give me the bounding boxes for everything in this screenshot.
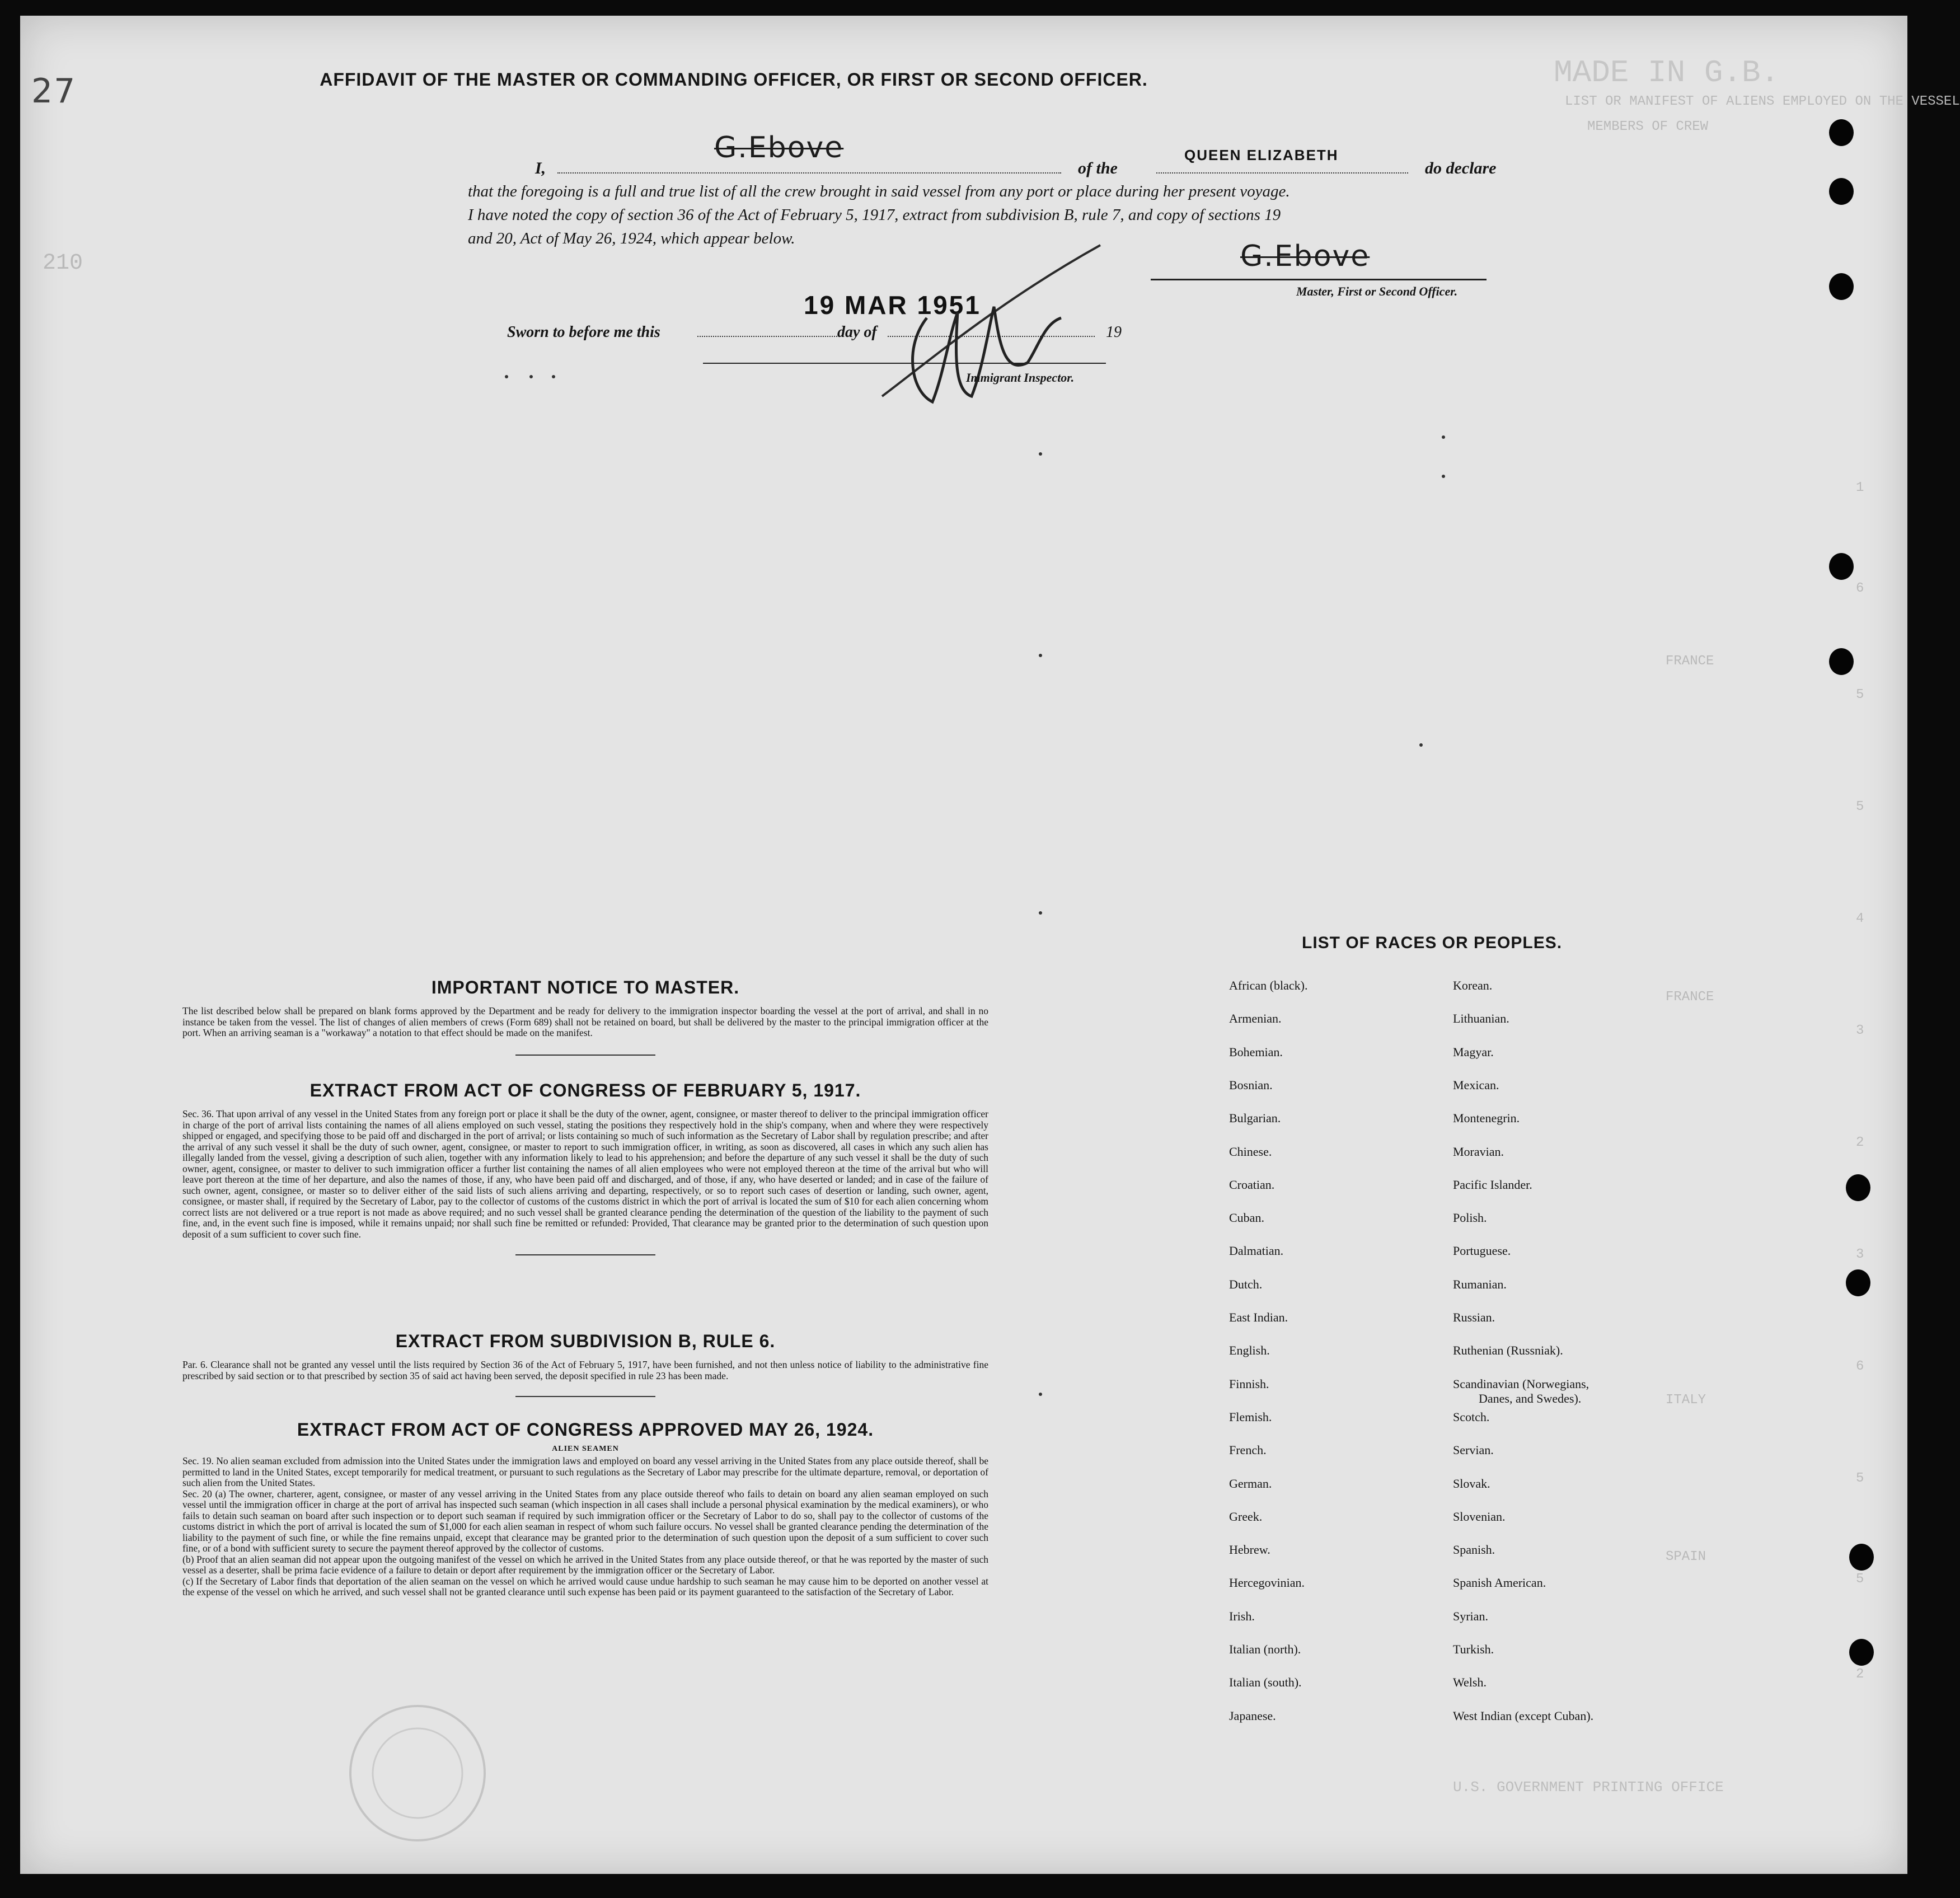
act-1924-sec20a: Sec. 20 (a) The owner, charterer, agent, consignee, or master of any vessel arriving in the United States from any place outside thereof who fails to detain on board any alien seaman employed on such vessel until the immigration officer in charge at the port of arrival has inspected such seaman (which inspection in all cases shall include a personal physical examination by the medical examiners), or who fails to detain such seaman on board after such inspection or to deport such seaman if required by such immigration officer or the Secretary of Labor to do so, shall pay to the collector of customs of the customs district in which the port of arrival is located the sum of $1,000 for each alien seaman in respect of whom such failure occurs. No vessel shall be granted clearance pending the determination of the liability to the payment of such fine, or while the fine remains unpaid, except that clearance may be granted prior to the determination of such question upon the deposit of a sum sufficient to cover such fine, or of a bond with sufficient surety to secure the payment thereof approved by the collector of customs. [182,1488,988,1554]
race-item: Servian. [1453,1443,1494,1458]
affidavit-statement-line1: that the foregoing is a full and true list of all the crew brought in said vessel from any port or place during her present voyage. [468,182,1290,200]
faint-postmark [334,1695,501,1840]
race-item: Italian (north). [1229,1642,1301,1656]
race-item: Moravian. [1453,1144,1504,1159]
inspector-signature-line [703,363,1106,364]
affidavit-statement-line2: I have noted the copy of section 36 of the Act of February 5, 1917, extract from subdivision B, rule 7, and copy of sections 19 [468,206,1281,224]
notice-section [182,977,988,1056]
act-1924-section [182,1419,988,1598]
subdivision-b-section [182,1331,988,1397]
section-divider [515,1396,655,1397]
stray-mark [1442,475,1445,478]
affidavit-do-declare: do declare [1425,159,1497,177]
race-item: Bosnian. [1229,1077,1273,1092]
vessel-name [1184,147,1339,164]
race-item: French. [1229,1443,1267,1458]
punch-hole [1849,1544,1874,1571]
race-item: Dutch. [1229,1277,1263,1291]
sworn-day-of: day of [837,324,877,341]
act-1917-title: EXTRACT FROM ACT OF CONGRESS OF FEBRUARY 5, 1917. [310,1080,861,1100]
affidavit-statement-line3: and 20, Act of May 26, 1924, which appear below. [468,229,795,247]
race-item: Bohemian. [1229,1044,1283,1059]
races-title: LIST OF RACES OR PEOPLES. [1302,934,1563,952]
subdivision-b-text: Par. 6. Clearance shall not be granted any vessel until the lists required by Section 36 of the Act of February 5, 1917, have been furnished, and not then unless notice of liability to the administrative fine prescribed by said section or to that prescribed by section 35 of said act having been served, the deposit specified in rule 23 has been made. [182,1359,988,1381]
stray-mark [552,375,555,378]
race-item: Flemish. [1229,1409,1272,1424]
stray-mark [1419,743,1423,747]
stray-mark [1442,435,1445,439]
act-1917-text: Sec. 36. That upon arrival of any vessel in the United States from any foreign port or place it shall be the duty of the owner, agent, consignee, or master thereof to deliver to the principal immigration officer in charge of the port of arrival lists containing the names of all aliens employed on such vessel, stating the positions they respectively hold in the ship's company, when and where they were respectively shipped or engaged, and specifying those to be paid off and discharged in the port of arrival; or lists containing so much of such information as the Secretary of Labor shall by regulation prescribe; and after the arrival of any such vessel it shall be the duty of such owner, agent, consignee, or master to report to such immigration officer, in writing, as soon as discovered, all cases in which any such alien has illegally landed from the vessel, giving a description of such alien, together with any information likely to lead to his apprehension; and before the departure of any such vessel it shall be the duty of such owner, agent, consignee, or master to deliver to such immigration officer a further list containing the names of all alien employees who were not employed thereon at the time of the arrival but who will leave port thereon at the time of her departure, and also the names of those, if any, who have been paid off and discharged, and of those, if any, who have deserted or landed; and in case of the failure of such owner, agent, consignee, or master so to deliver either of the said lists of such aliens arriving and departing, respectively, or so to report such cases of desertion or landing, such owner, agent, consignee, or master shall, if required by the Secretary of Labor, pay to the collector of customs of the customs district in which the port of arrival is located the sum of $10 for each alien concerning whom correct lists are not delivered or a true report is not made as above required; and no such vessel shall be granted clearance pending the determination of the question of the liability to the payment of such fine, and, in the event such fine is imposed, while it remains unpaid; nor shall such fine be remitted or refunded: Provided, That clearance may be granted prior to the determination of such question upon deposit of a sum sufficient to cover such fine. [182,1108,988,1240]
stray-mark [1039,452,1042,456]
section-divider [515,1055,655,1056]
race-item: Italian (south). [1229,1675,1302,1690]
punch-hole [1829,553,1854,580]
race-item: Scotch. [1453,1409,1490,1424]
race-item: Polish. [1453,1211,1487,1225]
notice-text: The list described below shall be prepared on blank forms approved by the Department and be ready for delivery to the immigration inspector boarding the vessel at the port of arrival, and shall in no instance be taken from the vessel. The list of changes of alien members of crews (Form 689) shall not be retained on board, but shall be delivered by the master to the principal immigration officer at the port. When an arriving seaman is a "workaway" a notation to that effect should be made on the manifest. [182,1005,988,1038]
race-item: Rumanian. [1453,1277,1507,1291]
affidavit-title: AFFIDAVIT OF THE MASTER OR COMMANDING OFFICER, OR FIRST OR SECOND OFFICER. [320,69,1148,90]
race-item: Japanese. [1229,1708,1276,1723]
race-item: Bulgarian. [1229,1111,1281,1126]
punch-hole [1846,1269,1870,1296]
notice-title: IMPORTANT NOTICE TO MASTER. [431,977,740,997]
race-item: Portuguese. [1453,1244,1511,1258]
race-item: Cuban. [1229,1211,1264,1225]
stray-mark [505,375,508,378]
race-item: Slovak. [1453,1476,1490,1491]
race-item: Greek. [1229,1509,1263,1524]
race-item: Syrian. [1453,1609,1488,1623]
vessel-blank [1156,172,1408,174]
race-item: Spanish. [1453,1543,1495,1557]
sworn-year-prefix: 19 [1106,324,1122,341]
act-1924-sec20c: (c) If the Secretary of Labor finds that deportation of the alien seaman on the vessel on which he arrived would cause undue hardship to such seaman he may cause him to be deported on another vessel at the expense of the vessel on which he arrived, and such vessel shall not be granted clearance until such expense has been paid or its payment guaranteed to the satisfaction of the Secretary of Labor. [182,1575,988,1597]
stray-mark [1039,1393,1042,1396]
affidavit-i-label: I, [535,159,546,177]
race-item: Ruthenian (Russniak). [1453,1343,1563,1358]
margin-mark: 27 [31,72,77,111]
date-stamp: 19 MAR 1951 [804,290,981,320]
act-1924-sec19: Sec. 19. No alien seaman excluded from admission into the United States under the immigration laws and employed on board any vessel arriving in the United States from any place outside thereof, shall be permitted to land in the United States, except temporarily for medical treatment, or pursuant to such regulations as the Secretary of Labor may prescribe for the ultimate departure, removal, or deportation of such alien from the United States. [182,1455,988,1488]
sworn-day-blank [697,336,837,337]
race-item: German. [1229,1476,1272,1491]
race-item: Chinese. [1229,1144,1272,1159]
race-item: Spanish American. [1453,1576,1546,1590]
race-item: East Indian. [1229,1310,1288,1324]
race-item: English. [1229,1343,1270,1358]
race-item: Turkish. [1453,1642,1494,1656]
subdivision-b-title: EXTRACT FROM SUBDIVISION B, RULE 6. [395,1331,776,1351]
vessel-name-text: QUEEN ELIZABETH [1184,147,1339,163]
name-blank [557,172,1061,174]
master-signature: G.Ebove [1240,240,1370,273]
punch-hole [1849,1639,1874,1666]
race-item: Croatian. [1229,1177,1275,1192]
race-item: Finnish. [1229,1376,1269,1391]
punch-hole [1829,648,1854,675]
race-item: Mexican. [1453,1077,1499,1092]
stray-mark [1039,911,1042,915]
punch-hole [1829,119,1854,146]
inspector-label: Immigrant Inspector. [966,371,1075,385]
inspector-signature [860,234,1106,424]
race-item: Hebrew. [1229,1543,1270,1557]
race-item: Korean. [1453,978,1493,992]
race-item: Danes, and Swedes). [1479,1391,1582,1405]
punch-hole [1846,1174,1870,1201]
punch-hole [1829,178,1854,205]
race-item: Irish. [1229,1609,1255,1623]
stray-mark [1039,654,1042,657]
race-item: Scandinavian (Norwegians, [1453,1376,1589,1391]
race-item: Hercegovinian. [1229,1576,1305,1590]
act-1924-title: EXTRACT FROM ACT OF CONGRESS APPROVED MAY 26, 1924. [297,1419,874,1440]
act-1917-section [182,1080,988,1255]
race-item: Slovenian. [1453,1509,1506,1524]
race-item: Lithuanian. [1453,1011,1509,1026]
handwritten-name: G.Ebove [714,131,844,165]
master-label: Master, First or Second Officer. [1296,284,1458,298]
sworn-label: Sworn to before me this [507,324,660,341]
race-item: Magyar. [1453,1044,1494,1059]
faint-footer-mark: U.S. GOVERNMENT PRINTING OFFICE [1453,1779,1724,1796]
punch-hole [1829,273,1854,300]
race-item: Welsh. [1453,1675,1487,1690]
race-item: West Indian (except Cuban). [1453,1708,1594,1723]
document-page: MADE IN G.B. LIST OR MANIFEST OF ALIENS EMPLOYED ON THE VESSEL MEMBERS OF CREW 210 1 6 5 5 4 3 2 3 6 5 5 2 FRANCE FRANCE ITALY SPAIN 27 AFFIDAVIT OF THE MASTER OR COMMANDING OFFICER, OR FIRST OR SECOND OFFICER. I, G.Ebove of the QUEEN ELIZABETH do declare that the foregoing is a full and true list of all the crew brought in said vessel from any port or place during her present voyage. I have noted the copy of section 36 of the Act of February 5, 1917, extract from subdivision B, rule 7, and copy of sections 19 and 20, Act of May 26, 1924, which appear below. G.Ebove Master, First or Second Officer. 19 MAR 1951 Sworn to before me this day of 19 Immigrant Inspector. IMPORTANT NOTICE TO MASTER. The list described below shall be prepared on blank forms approved by the Department and be ready for delivery to the immigration inspector boarding the vessel at the port of arrival, and shall in no instance be taken from the vessel. The list of changes of alien members of crews (Form 689) shall not be retained on board, but shall be delivered by the master to the principal immigration officer at the port. When an arriving seaman is a "workaway" a notation to that effect should be made on the manifest. EXTRACT FROM ACT OF CONGRESS OF FEBRUARY 5, 1917. Sec. 36. That upon arrival of any vessel in the United States from any foreign port or place it shall be the duty of the owner, agent, consignee, or master thereof to deliver to the principal immigration officer in charge of the port of arrival lists containing the names of all aliens employed on such vessel, stating the positions they respectively hold in the ship's company, when and where they were respectively shipped or engaged, and specifying those to be paid off and discharged in the port of arrival; or lists containing so much of such information as the Secretary of Labor shall by regulation prescribe; and after the arrival of any such vessel it shall be the duty of such owner, agent, consignee, or master to report to such immigration officer, in writing, as soon as discovered, all cases in which any such alien has illegally landed from the vessel, giving a description of such alien, together with any information likely to lead to his apprehension; and before the departure of any such vessel it shall be the duty of such owner, agent, consignee, or master to deliver to such immigration officer a further list containing the names of all alien employees who were not employed thereon at the time of the arrival but who will leave port thereon at the time of her departure, and also the names of those, if any, who have been paid off and discharged, and of those, if any, who have deserted or landed; and in case of the failure of such owner, agent, consignee, or master so to deliver either of the said lists of such aliens arriving and departing, respectively, or so to report such cases of desertion or landing, such owner, agent, consignee, or master shall, if required by the Secretary of Labor, pay to the collector of customs of the customs district in which the port of arrival is located the sum of $10 for each alien concerning whom correct lists are not delivered or a true report is not made as above required; and no such vessel shall be granted clearance pending the determination of the question of the liability to the payment of such fine, and, in the event such fine is imposed, while it remains unpaid; nor shall such fine be remitted or refunded: Provided, That clearance may be granted prior to the determination of such question upon deposit of a sum sufficient to cover such fine. EXTRACT FROM SUBDIVISION B, RULE 6. Par. 6. Clearance shall not be granted any vessel until the lists required by Section 36 of the Act of February 5, 1917, have been furnished, and not then unless notice of liability to the administrative fine prescribed by said section or to that prescribed by section 35 of said act having been served, the deposit specified in rule 23 has been made. EXTRACT FROM ACT OF CONGRESS APPROVED MAY 26, 1924. ALIEN SEAMEN Sec. 19. No alien seaman excluded from admission into the United States under the immigration laws and employed on board any vessel arriving in the United States from any place outside thereof, shall be permitted to land in the United States, except temporarily for medical treatment, or pursuant to such regulations as the Secretary of Labor may prescribe for the ultimate departure, removal, or deportation of such alien from the United States. Sec. 20 (a) The owner, charterer, agent, consignee, or master of any vessel arriving in the United States from any place outside thereof who fails to detain on board any alien seaman employed on such vessel until the immigration officer in charge at the port of arrival has inspected such seaman (which inspection in all cases shall include a personal physical examination by the medical examiners), or who fails to detain such seaman on board after such inspection or to deport such seaman if required by such immigration officer or the Secretary of Labor to do so, shall pay to the collector of customs of the customs district in which the port of arrival is located the sum of $1,000 for each alien seaman in respect of whom such failure occurs. No vessel shall be granted clearance pending the determination of the liability to the payment of such fine, or while the fine remains unpaid, except that clearance may be granted prior to the determination of such question upon the deposit of a sum sufficient to cover such fine, or of a bond with sufficient surety to secure the payment thereof approved by the collector of customs. (b) Proof that an alien seaman did not appear upon the outgoing manifest of the vessel on which he arrived in the United States from any place outside thereof, or that he was reported by the master of such vessel as a deserter, shall be prima facie evidence of a failure to detain or deport after requirement by the immigration officer or the Secretary of Labor. (c) If the Secretary of Labor finds that deportation of the alien seaman on the vessel on which he arrived would cause undue hardship to such seaman he may cause him to be deported on another vessel at the expense of the vessel on which he arrived, and such vessel shall not be granted clearance until such expense has been paid or its payment guaranteed to the satisfaction of the Secretary of Labor. LIST OF RACES OR PEOPLES. African (black). Armenian. Bohemian. Bosnian. Bulgarian. Chinese. Croatian. Cuban. Dalmatian. Dutch. East Indian. English. Finnish. Flemish. French. German. Greek. Hebrew. Hercegovinian. Irish. Italian (north). Italian (south). Japanese. Korean. Lithuanian. Magyar. Mexican. Montenegrin. Moravian. Pacific Islander. Polish. Portuguese. Rumanian. Russian. Ruthenian (Russniak). Scandinavian (Norwegians, Danes, and Swedes). Scotch. Servian. Slovak. Slovenian. Spanish. Spanish American. Syrian. Turkish. Welsh. West Indian (except Cuban). U.S. GOVERNMENT PRINTING OFFICE [20,16,1907,1874]
race-item: Armenian. [1229,1011,1282,1026]
race-item: African (black). [1229,978,1308,992]
race-item: Dalmatian. [1229,1244,1284,1258]
race-item: Pacific Islander. [1453,1177,1532,1192]
section-divider [515,1254,655,1255]
stray-mark [529,375,533,378]
master-signature-line [1151,279,1487,280]
race-item: Montenegrin. [1453,1111,1520,1126]
race-item: Russian. [1453,1310,1495,1324]
act-1924-sec20b: (b) Proof that an alien seaman did not appear upon the outgoing manifest of the vessel on which he arrived in the United States from any place outside thereof, or that he was reported by the master of such vessel as a deserter, shall be prima facie evidence of a failure to detain or deport after requirement by the immigration officer or the Secretary of Labor. [182,1553,988,1576]
affidavit-of-the: of the [1078,159,1118,177]
act-1924-subtitle: ALIEN SEAMEN [552,1445,619,1453]
